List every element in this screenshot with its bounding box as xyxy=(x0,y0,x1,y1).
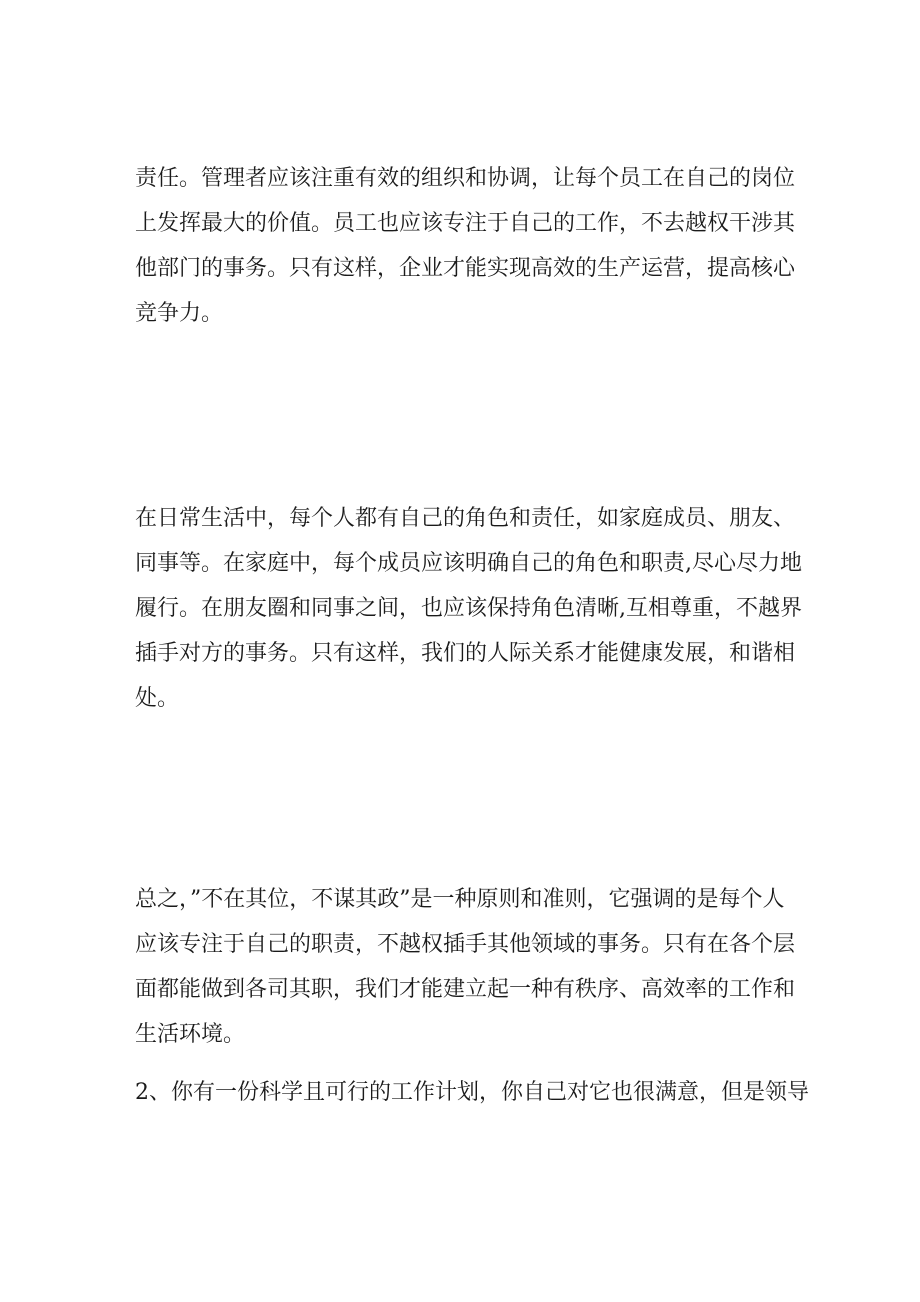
text-line: 他部门的事务。只有这样，企业才能实现高效的生产运营，提高核心 xyxy=(135,256,796,281)
text-line: 生活环境。 xyxy=(135,1022,246,1047)
text-line: 面都能做到各司其职，我们才能建立起一种有秩序、高效率的工作和 xyxy=(135,977,796,1002)
text-line: 应该专注于自己的职责，不越权插手其他领域的事务。只有在各个层 xyxy=(135,932,796,957)
paragraph-conclusion xyxy=(135,877,795,1057)
text-line: 责任。管理者应该注重有效的组织和协调，让每个员工在自己的岗位 xyxy=(135,166,796,191)
paragraph-responsibility-management xyxy=(135,156,795,336)
text-line: 竞争力。 xyxy=(135,301,224,326)
text-line: 2、你有一份科学且可行的工作计划，你自己对它也很满意，但是领导 xyxy=(135,1080,809,1105)
text-line: 在日常生活中，每个人都有自己的角色和责任，如家庭成员、朋友、 xyxy=(135,506,796,531)
text-line: 处。 xyxy=(135,686,180,711)
paragraph-question-2 xyxy=(135,1070,809,1115)
text-line: 同事等。在家庭中，每个成员应该明确自己的角色和职责,尽心尽力地 xyxy=(135,551,802,576)
text-line: 总之，”不在其位，不谋其政”是一种原则和准则，它强调的是每个人 xyxy=(135,887,785,912)
text-line: 上发挥最大的价值。员工也应该专注于自己的工作，不去越权干涉其 xyxy=(135,211,796,236)
text-line: 履行。在朋友圈和同事之间，也应该保持角色清晰,互相尊重，不越界 xyxy=(135,596,802,621)
paragraph-daily-life-roles xyxy=(135,496,802,721)
text-line: 插手对方的事务。只有这样，我们的人际关系才能健康发展，和谐相 xyxy=(135,641,796,666)
